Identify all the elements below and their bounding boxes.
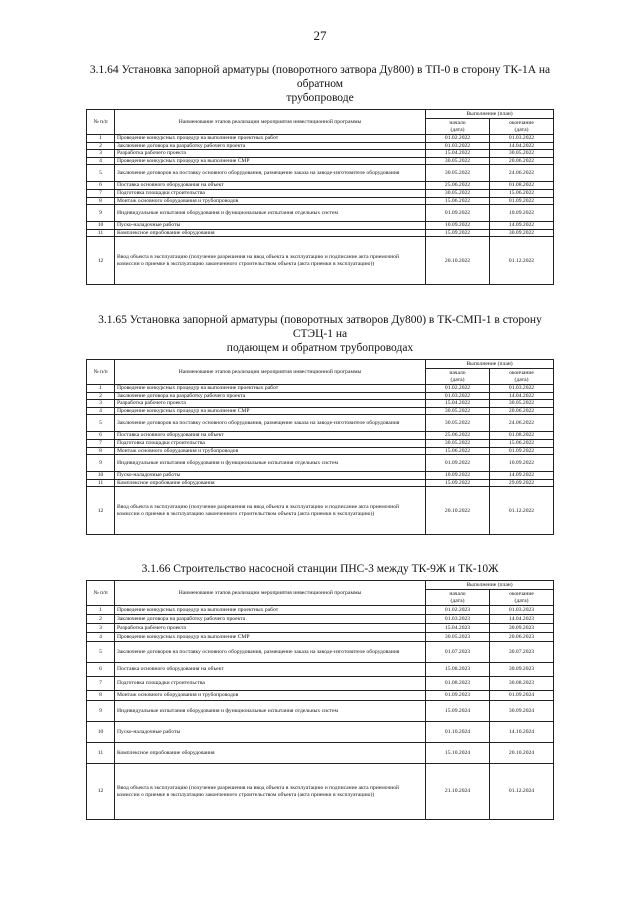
- table-row: [87, 691, 554, 701]
- row-num: 1: [87, 385, 115, 393]
- row-start: 15.04.2022: [426, 150, 490, 158]
- table-row: [87, 606, 554, 615]
- row-end: 01.08.2022: [490, 182, 554, 190]
- table-row: [87, 385, 554, 393]
- header-name: Наименование этапов реализации мероприятия инвестиционной программы: [115, 581, 426, 606]
- row-end: 30.07.2023: [490, 642, 554, 663]
- row-end: 30.09.2024: [490, 701, 554, 722]
- header-performed: Выполнение (план): [426, 581, 554, 590]
- row-end: 20.06.2023: [490, 633, 554, 642]
- row-end: 14.04.2023: [490, 615, 554, 624]
- row-num: 6: [87, 432, 115, 440]
- row-end: 14.09.2022: [490, 222, 554, 230]
- section-title: [86, 562, 554, 576]
- row-start: 15.10.2024: [426, 743, 490, 764]
- row-name: Пуско-наладочные работы: [115, 222, 426, 230]
- row-start: 01.03.2022: [426, 392, 490, 400]
- row-start: 30.05.2022: [426, 165, 490, 182]
- row-start: 15.06.2022: [426, 197, 490, 205]
- table-row: [87, 701, 554, 722]
- row-start: 01.03.2023: [426, 615, 490, 624]
- row-name: Монтаж основного оборудования и трубопроводов: [115, 691, 426, 701]
- row-start: 15.04.2023: [426, 624, 490, 633]
- row-start: 30.05.2023: [426, 633, 490, 642]
- header-num: № п/п: [87, 110, 115, 135]
- row-num: 6: [87, 663, 115, 677]
- row-end: 15.06.2022: [490, 439, 554, 447]
- header-end: окончание (дата): [490, 119, 554, 135]
- row-start: 01.03.2022: [426, 142, 490, 150]
- row-end: 01.03.2023: [490, 606, 554, 615]
- row-end: 01.09.2024: [490, 691, 554, 701]
- row-start: 01.02.2022: [426, 135, 490, 143]
- row-end: 01.09.2022: [490, 447, 554, 455]
- header-name: Наименование этапов реализации мероприятия инвестиционной программы: [115, 110, 426, 135]
- table-row: [87, 197, 554, 205]
- row-num: 6: [87, 182, 115, 190]
- table-row: [87, 642, 554, 663]
- row-num: 9: [87, 205, 115, 222]
- header-end: окончание (дата): [490, 369, 554, 385]
- row-end: 01.08.2022: [490, 432, 554, 440]
- header-start: начало (дата): [426, 590, 490, 606]
- row-num: 2: [87, 392, 115, 400]
- table-row: [87, 229, 554, 237]
- row-num: 1: [87, 606, 115, 615]
- row-num: 10: [87, 222, 115, 230]
- row-num: 11: [87, 743, 115, 764]
- row-name: Комплексное опробование оборудования: [115, 743, 426, 764]
- table-row: [87, 472, 554, 480]
- row-name: Монтаж основного оборудования и трубопроводов: [115, 447, 426, 455]
- row-name: Индивидуальные испытания оборудования и функциональные испытания отдельных систем: [115, 205, 426, 222]
- row-name: Разработка рабочего проекта: [115, 150, 426, 158]
- row-name: Проведение конкурсных процедур на выполнение СМР: [115, 633, 426, 642]
- table-row: [87, 189, 554, 197]
- row-start: 15.04.2022: [426, 400, 490, 408]
- row-num: 9: [87, 455, 115, 472]
- row-start: 20.10.2022: [426, 237, 490, 285]
- table-row: [87, 663, 554, 677]
- row-name: Подготовка площадки строительства: [115, 677, 426, 691]
- row-name: Проведение конкурсных процедур на выполнение СМР: [115, 157, 426, 165]
- header-performed: Выполнение (план): [426, 360, 554, 369]
- schedule-table: [86, 359, 554, 535]
- row-num: 7: [87, 677, 115, 691]
- section-title-line1: 3.1.66 Строительство насосной станции ПНС-3 между ТК-9Ж и ТК-10Ж: [141, 563, 499, 575]
- row-name: Заключение договора на разработку рабочего проекта: [115, 142, 426, 150]
- row-num: 10: [87, 722, 115, 743]
- row-num: 2: [87, 142, 115, 150]
- row-end: 20.10.2024: [490, 743, 554, 764]
- row-start: 25.06.2022: [426, 432, 490, 440]
- schedule-table: [86, 109, 554, 285]
- row-num: 1: [87, 135, 115, 143]
- row-num: 12: [87, 764, 115, 820]
- row-end: 14.10.2024: [490, 722, 554, 743]
- row-start: 15.09.2022: [426, 479, 490, 487]
- row-num: 3: [87, 624, 115, 633]
- row-num: 4: [87, 407, 115, 415]
- row-start: 01.09.2022: [426, 455, 490, 472]
- section-3-1-64: [86, 63, 554, 285]
- row-name: Заключение договоров на поставку основного оборудования, размещение заказа на заводе-изготовителе оборудования: [115, 415, 426, 432]
- header-start: начало (дата): [426, 369, 490, 385]
- row-end: 01.12.2022: [490, 487, 554, 535]
- row-start: 01.09.2023: [426, 691, 490, 701]
- row-end: 10.09.2022: [490, 455, 554, 472]
- table-row: [87, 142, 554, 150]
- row-end: 01.12.2024: [490, 764, 554, 820]
- section-title-line2: трубопроводе: [286, 92, 354, 104]
- table-row: [87, 633, 554, 642]
- row-name: Монтаж основного оборудования и трубопроводов: [115, 197, 426, 205]
- row-end: 01.03.2022: [490, 385, 554, 393]
- row-name: Проведение конкурсных процедур на выполнение проектных работ: [115, 606, 426, 615]
- row-end: 01.09.2022: [490, 197, 554, 205]
- row-num: 12: [87, 487, 115, 535]
- table-row: [87, 743, 554, 764]
- table-row: [87, 764, 554, 820]
- table-row: [87, 222, 554, 230]
- row-num: 8: [87, 691, 115, 701]
- row-name: Проведение конкурсных процедур на выполнение проектных работ: [115, 135, 426, 143]
- table-row: [87, 487, 554, 535]
- table-row: [87, 439, 554, 447]
- section-title: [86, 63, 554, 105]
- row-num: 8: [87, 447, 115, 455]
- row-name: Разработка рабочего проекта: [115, 624, 426, 633]
- row-name: Индивидуальные испытания оборудования и функциональные испытания отдельных систем: [115, 455, 426, 472]
- row-num: 4: [87, 633, 115, 642]
- row-start: 30.05.2022: [426, 189, 490, 197]
- row-start: 25.06.2022: [426, 182, 490, 190]
- row-name: Заключение договоров на поставку основного оборудования, размещение заказа на заводе-изготовителе оборудования: [115, 165, 426, 182]
- table-row: [87, 237, 554, 285]
- row-num: 10: [87, 472, 115, 480]
- row-end: 15.06.2022: [490, 189, 554, 197]
- row-name: Поставка основного оборудования на объект: [115, 663, 426, 677]
- row-num: 3: [87, 400, 115, 408]
- table-row: [87, 455, 554, 472]
- header-performed: Выполнение (план): [426, 110, 554, 119]
- table-row: [87, 677, 554, 691]
- row-num: 8: [87, 197, 115, 205]
- section-title-line1: 3.1.65 Установка запорной арматуры (поворотных затворов Ду800) в ТК-СМП-1 в сторону СТЭЦ-1 на: [98, 314, 542, 340]
- row-name: Заключение договора на разработку рабочего проекта: [115, 392, 426, 400]
- row-end: 01.03.2022: [490, 135, 554, 143]
- table-row: [87, 182, 554, 190]
- section-title: [86, 313, 554, 355]
- row-name: Проведение конкурсных процедур на выполнение проектных работ: [115, 385, 426, 393]
- table-row: [87, 157, 554, 165]
- row-end: 24.06.2022: [490, 165, 554, 182]
- row-name: Комплексное опробование оборудования: [115, 479, 426, 487]
- row-name: Подготовка площадки строительства: [115, 439, 426, 447]
- row-start: 01.02.2022: [426, 385, 490, 393]
- table-row: [87, 400, 554, 408]
- row-end: 30.09.2023: [490, 624, 554, 633]
- table-row: [87, 479, 554, 487]
- row-num: 3: [87, 150, 115, 158]
- row-name: Ввод объекта в эксплуатацию (получение разрешения на ввод объекта в эксплуатацию и подписание акта приемочной комиссии о приемке в эксплуатацию законченного строительством объекта (акта приемки в эксплуатацию)): [115, 237, 426, 285]
- table-row: [87, 150, 554, 158]
- table-row: [87, 432, 554, 440]
- row-start: 15.08.2023: [426, 663, 490, 677]
- table-row: [87, 615, 554, 624]
- row-start: 01.02.2023: [426, 606, 490, 615]
- header-end: окончание (дата): [490, 590, 554, 606]
- row-name: Пуско-наладочные работы: [115, 472, 426, 480]
- table-row: [87, 135, 554, 143]
- row-name: Ввод объекта в эксплуатацию (получение разрешения на ввод объекта в эксплуатацию и подписание акта приемочной комиссии о приемке в эксплуатацию законченного строительством объекта (акта приемки в эксплуатацию)): [115, 764, 426, 820]
- table-row: [87, 165, 554, 182]
- row-end: 14.04.2022: [490, 142, 554, 150]
- row-end: 30.05.2022: [490, 150, 554, 158]
- row-num: 2: [87, 615, 115, 624]
- row-start: 15.09.2022: [426, 229, 490, 237]
- row-end: 24.06.2022: [490, 415, 554, 432]
- row-start: 10.09.2022: [426, 472, 490, 480]
- header-name: Наименование этапов реализации мероприятия инвестиционной программы: [115, 360, 426, 385]
- row-name: Проведение конкурсных процедур на выполнение СМР: [115, 407, 426, 415]
- row-start: 21.10.2024: [426, 764, 490, 820]
- row-name: Поставка основного оборудования на объект: [115, 432, 426, 440]
- row-num: 12: [87, 237, 115, 285]
- row-name: Подготовка площадки строительства: [115, 189, 426, 197]
- row-start: 15.06.2022: [426, 447, 490, 455]
- table-row: [87, 447, 554, 455]
- header-num: № п/п: [87, 360, 115, 385]
- row-start: 20.10.2022: [426, 487, 490, 535]
- row-num: 7: [87, 189, 115, 197]
- section-title-line2: подающем и обратном трубопроводах: [226, 342, 414, 354]
- row-start: 15.09.2024: [426, 701, 490, 722]
- row-end: 20.06.2022: [490, 407, 554, 415]
- row-name: Заключение договоров на поставку основного оборудования, размещение заказа на заводе-изготовителе оборудования: [115, 642, 426, 663]
- row-start: 01.09.2022: [426, 205, 490, 222]
- row-end: 30.08.2023: [490, 677, 554, 691]
- row-start: 30.05.2022: [426, 439, 490, 447]
- table-row: [87, 722, 554, 743]
- row-num: 9: [87, 701, 115, 722]
- row-num: 5: [87, 415, 115, 432]
- row-end: 14.04.2022: [490, 392, 554, 400]
- row-start: 01.07.2023: [426, 642, 490, 663]
- row-start: 01.10.2024: [426, 722, 490, 743]
- table-row: [87, 624, 554, 633]
- row-num: 7: [87, 439, 115, 447]
- table-row: [87, 392, 554, 400]
- row-name: Разработка рабочего проекта: [115, 400, 426, 408]
- header-start: начало (дата): [426, 119, 490, 135]
- row-name: Ввод объекта в эксплуатацию (получение разрешения на ввод объекта в эксплуатацию и подписание акта приемочной комиссии о приемке в эксплуатацию законченного строительством объекта (акта приемки в эксплуатацию)): [115, 487, 426, 535]
- row-num: 5: [87, 642, 115, 663]
- row-start: 30.05.2022: [426, 157, 490, 165]
- row-num: 4: [87, 157, 115, 165]
- section-title-line1: 3.1.64 Установка запорной арматуры (поворотного затвора Ду800) в ТП-0 в сторону ТК-1А на обратном: [89, 64, 551, 90]
- row-end: 10.09.2022: [490, 205, 554, 222]
- row-start: 01.08.2023: [426, 677, 490, 691]
- page-number: 27: [313, 28, 327, 43]
- table-row: [87, 205, 554, 222]
- row-end: 30.09.2022: [490, 229, 554, 237]
- row-name: Индивидуальные испытания оборудования и функциональные испытания отдельных систем: [115, 701, 426, 722]
- header-num: № п/п: [87, 581, 115, 606]
- row-num: 5: [87, 165, 115, 182]
- section-3-1-66: [86, 562, 554, 820]
- row-end: 14.09.2022: [490, 472, 554, 480]
- row-start: 10.09.2022: [426, 222, 490, 230]
- row-start: 30.05.2022: [426, 415, 490, 432]
- row-end: 30.09.2023: [490, 663, 554, 677]
- table-row: [87, 407, 554, 415]
- schedule-table: [86, 580, 554, 820]
- row-name: Заключение договора на разработку рабочего проекта: [115, 615, 426, 624]
- row-end: 20.06.2022: [490, 157, 554, 165]
- row-end: 01.12.2022: [490, 237, 554, 285]
- row-end: 29.09.2022: [490, 479, 554, 487]
- row-name: Комплексное опробование оборудования: [115, 229, 426, 237]
- row-num: 11: [87, 479, 115, 487]
- row-num: 11: [87, 229, 115, 237]
- table-row: [87, 415, 554, 432]
- section-3-1-65: [86, 313, 554, 535]
- row-name: Пуско-наладочные работы: [115, 722, 426, 743]
- row-end: 30.05.2022: [490, 400, 554, 408]
- row-start: 30.05.2022: [426, 407, 490, 415]
- row-name: Поставка основного оборудования на объект: [115, 182, 426, 190]
